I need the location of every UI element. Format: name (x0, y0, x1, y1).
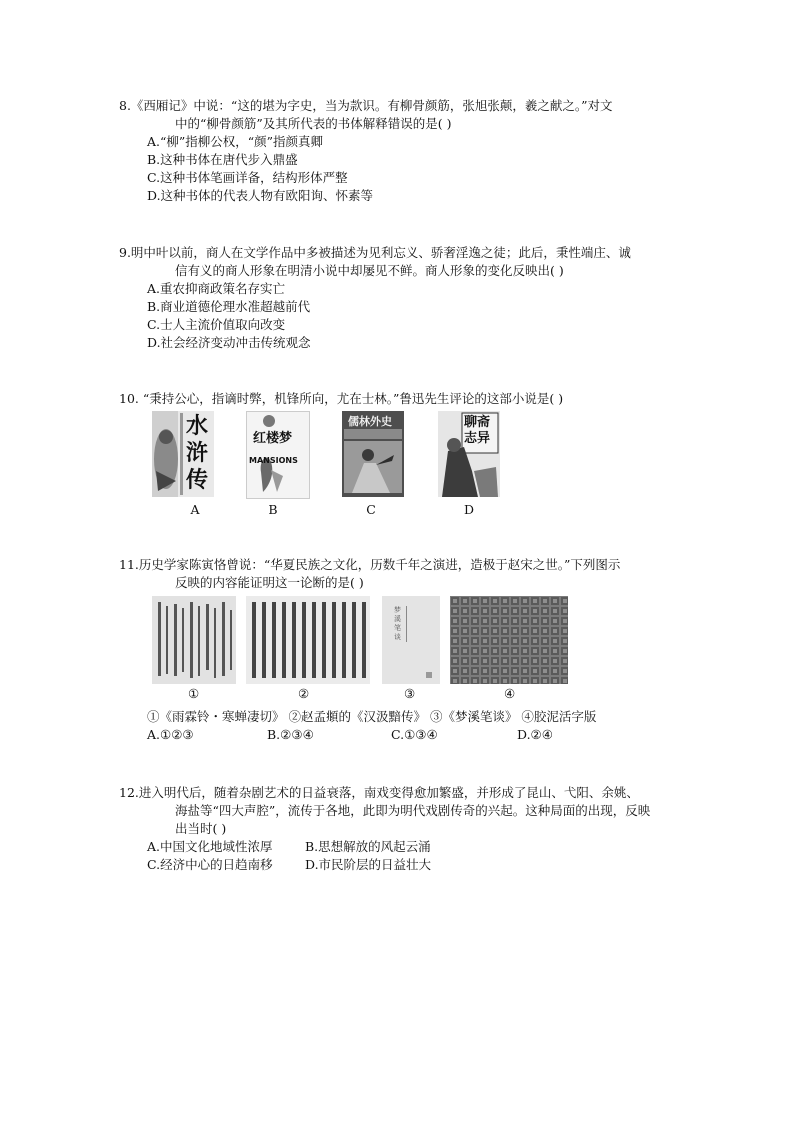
image-label-1: ① (188, 686, 200, 701)
cover-label-a: A (190, 502, 200, 517)
calligraphy-strokes-1 (152, 596, 236, 684)
movable-type-grid (450, 596, 568, 684)
cover-liaozhai: 聊斋志异 (438, 411, 500, 497)
cover-shuihuzhuan: 水浒传 (152, 411, 214, 497)
option-b: B.②③④ (267, 727, 314, 742)
option-a: A.中国文化地域性浓厚 (147, 839, 273, 854)
image-captions: ①《雨霖铃・寒蝉凄切》 ②赵孟頫的《汉汲黯传》 ③《梦溪笔谈》 ④胶泥活字版 (147, 709, 597, 724)
cover-honglou: 红楼梦 MANSIONS (246, 411, 310, 499)
question-10-stem: 10. “秉持公心，指谪时弊，机锋所向，尤在士林。”鲁迅先生评论的这部小说是( ) (119, 391, 564, 406)
cover-label-c: C (366, 502, 376, 517)
question-8 (119, 97, 703, 205)
book-covers (152, 411, 512, 521)
question-12-options-row2 (119, 856, 703, 874)
cover-rulinwaishi: 儒林外史 (342, 411, 404, 497)
book-cover-lines (382, 596, 440, 684)
question-9 (119, 244, 703, 352)
question-8-stem: 8.《西厢记》中说：“这的堪为字史，当为款识。有柳骨颜筋，张旭张颠，羲之献之。”对文 中的“柳骨颜筋”及其所代表的书体解释错误的是( ) (119, 98, 613, 131)
image-movable-type (450, 596, 568, 684)
question-9-stem: 9.明中叶以前，商人在文学作品中多被描述为见利忘义、骄奢淫逸之徒；此后，秉性端庄、诚 信有义的商人形象在明清小说中却屡见不鲜。商人形象的变化反映出( ) (119, 245, 631, 278)
question-10 (119, 390, 703, 408)
option-b: B.商业道德伦理水准超越前代 (147, 299, 311, 314)
question-12-stem: 12.进入明代后，随着杂剧艺术的日益衰落，南戏变得愈加繁盛，并形成了昆山、弋阳、余姚、 海盐等“四大声腔”，流传于各地，此即为明代戏剧传奇的兴起。这种局面的出现，反映 出当时( ) (119, 785, 651, 836)
question-11 (119, 556, 703, 592)
cover-label-b: B (268, 502, 278, 517)
question-11-answers (119, 708, 703, 744)
option-c: C.士人主流价值取向改变 (147, 317, 286, 332)
option-c: C.经济中心的日趋南移 (147, 857, 273, 872)
option-a: A.“柳”指柳公权，“颜”指颜真卿 (147, 134, 324, 149)
calligraphy-strokes-2 (246, 596, 370, 684)
option-c: C.①③④ (391, 727, 438, 742)
option-b: B.这种书体在唐代步入鼎盛 (147, 152, 298, 167)
question-12-options-row1 (119, 838, 703, 856)
image-label-2: ② (298, 686, 310, 701)
question-12 (119, 784, 703, 874)
book-title: 梦溪笔谈 (394, 606, 401, 641)
option-d: D.社会经济变动冲击传统观念 (147, 335, 311, 350)
option-c: C.这种书体笔画详备，结构形体严整 (147, 170, 348, 185)
image-calligraphy-2 (246, 596, 370, 684)
image-label-4: ④ (504, 686, 516, 701)
image-label-3: ③ (404, 686, 416, 701)
option-d: D.市民阶层的日益壮大 (305, 857, 432, 872)
question-11-options (119, 726, 703, 744)
question-11-images (152, 596, 572, 708)
option-a: A.重农抑商政策名存实亡 (147, 281, 286, 296)
cover-label-d: D (463, 502, 475, 517)
option-d: D.这种书体的代表人物有欧阳询、怀素等 (147, 188, 374, 203)
image-mengxi-bitan (382, 596, 440, 684)
option-d: D.②④ (517, 727, 553, 742)
option-a: A.①②③ (147, 727, 194, 742)
image-calligraphy-1 (152, 596, 236, 684)
option-b: B.思想解放的风起云涌 (305, 839, 431, 854)
question-11-stem: 11.历史学家陈寅恪曾说：“华夏民族之文化，历数千年之演进，造极于赵宋之世。”下列图示 反映的内容能证明这一论断的是( ) (119, 557, 621, 590)
